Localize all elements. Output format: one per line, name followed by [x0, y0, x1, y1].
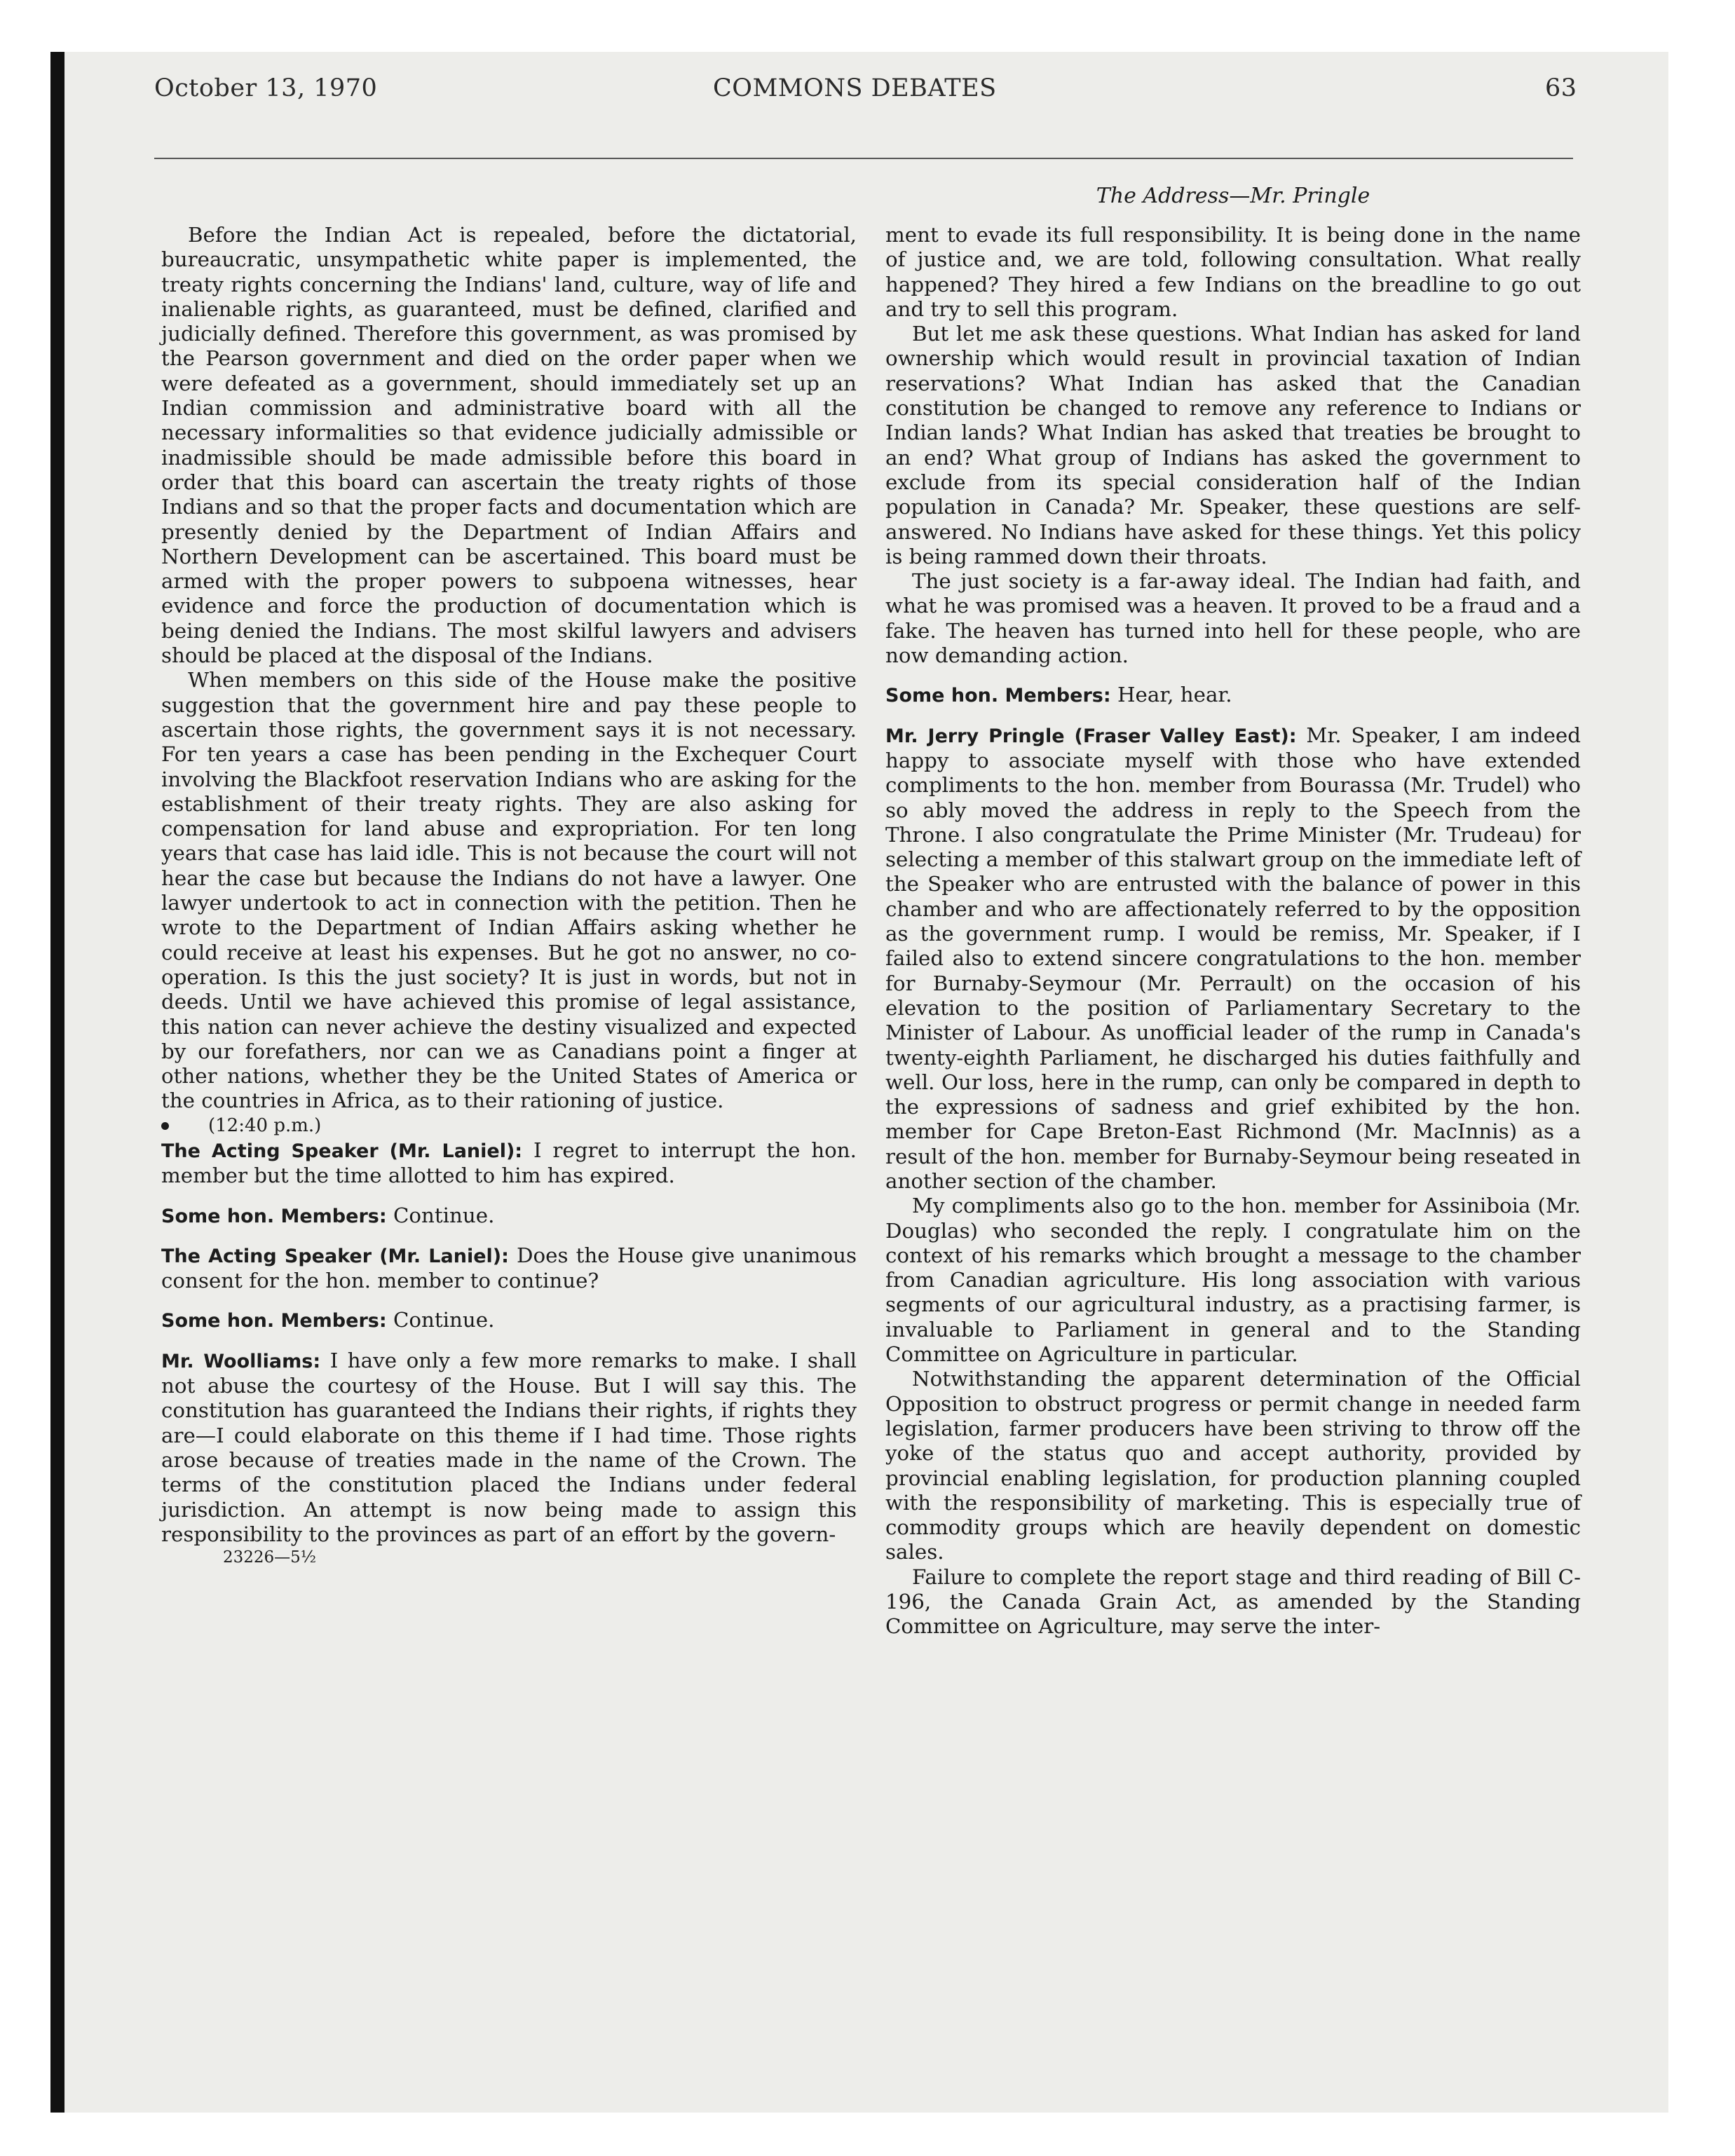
- speech-text: Continue.: [393, 1203, 495, 1227]
- speaker-name: The Acting Speaker (Mr. Laniel):: [161, 1245, 509, 1267]
- speech: [885, 683, 1581, 708]
- timestamp: [161, 1114, 857, 1138]
- paragraph: When members on this side of the House make the positive suggestion that the government hire and pay these people to ascertain those rights, the government says it is not necessary. For ten years a case has been pending in the Exchequer Court involving the Blackfoot reservation Indians who are asking for the establishment of their treaty rights. They are also asking for compensation for land abuse and expropriation. For ten long years that case has laid idle. This is not because the court will not hear the case but because the Indians do not have a lawyer. One lawyer undertook to act in connection with the petition. Then he wrote to the Department of Indian Affairs asking whether he could receive at least his expenses. But he got no answer, no co-operation. Is this the just society? It is just in words, but not in deeds. Until we have achieved this promise of legal assistance, this nation can never achieve the destiny visualized and expected by our forefathers, nor can we as Canadians point a finger at other nations, whether they be the United States of America or the countries in Africa, as to their rationing of justice.: [161, 668, 857, 1113]
- speech-text: Continue.: [393, 1308, 495, 1332]
- paragraph: Failure to complete the report stage and third reading of Bill C-196, the Canada Grain Act, as amended by the Standing Committee on Agriculture, may serve the inter-: [885, 1564, 1581, 1639]
- speaker-name: Mr. Jerry Pringle (Fraser Valley East):: [885, 725, 1297, 747]
- speech: [161, 1308, 857, 1333]
- speech-text: I regret to interrupt the hon. member but the time allotted to him has expired.: [161, 1138, 857, 1188]
- speaker-name: Some hon. Members:: [885, 685, 1111, 707]
- speaker-name: Mr. Woolliams:: [161, 1350, 321, 1372]
- speech-text: I have only a few more remarks to make. I shall not abuse the courtesy of the House. But I will say this. The constitution has guaranteed the Indians their rights, if rights they are—I could elaborate on this theme if I had time. Those rights arose because of treaties made in the name of the Crown. The terms of the constitution placed the Indians under federal jurisdiction. An attempt is now being made to assign this responsibility to the provinces as part of an effort by the govern-: [161, 1348, 857, 1546]
- paragraph: But let me ask these questions. What Indian has asked for land ownership which would result in provincial taxation of Indian reservations? What Indian has asked that the Canadian constitution be changed to remove any reference to Indians or Indian lands? What Indian has asked that treaties be brought to an end? What group of Indians has asked the government to exclude from its special consideration half of the Indian population in Canada? Mr. Speaker, these questions are self-answered. No Indians have asked for these things. Yet this policy is being rammed down their throats.: [885, 322, 1581, 568]
- paragraph: The just society is a far-away ideal. The Indian had faith, and what he was promised was a heaven. It proved to be a fraud and a fake. The heaven has turned into hell for these people, who are now demanding action.: [885, 569, 1581, 668]
- speaker-name: The Acting Speaker (Mr. Laniel):: [161, 1140, 523, 1162]
- speaker-name: Some hon. Members:: [161, 1310, 387, 1332]
- speech-text: Mr. Speaker, I am indeed happy to associate myself with those who have extended compliments to the hon. member from Bourassa (Mr. Trudel) who so ably moved the address in reply to the Speech from the Throne. I also congratulate the Prime Minister (Mr. Trudeau) for selecting a member of this stalwart group on the immediate left of the Speaker who are entrusted with the balance of power in this chamber and who are affectionately referred to by the opposition as the government rump. I would be remiss, Mr. Speaker, if I failed also to extend sincere congratulations to the hon. member for Burnaby-Seymour (Mr. Perrault) on the occasion of his elevation to the position of Parliamentary Secretary to the Minister of Labour. As unofficial leader of the rump in Canada's twenty-eighth Parliament, he discharged his duties faithfully and well. Our loss, here in the rump, can only be compared in depth to the expressions of sadness and grief exhibited by the hon. member for Cape Breton-East Richmond (Mr. MacInnis) as a result of the hon. member for Burnaby-Seymour being reseated in another section of the chamber.: [885, 723, 1581, 1193]
- left-column: [161, 223, 857, 1568]
- paragraph: ment to evade its full responsibility. It is being done in the name of justice and, we are told, following consultation. What really happened? They hired a few Indians on the breadline to go out and try to sell this program.: [885, 223, 1581, 321]
- speech-text: Hear, hear.: [1117, 683, 1232, 707]
- speech: [885, 723, 1581, 1194]
- right-column: [885, 184, 1581, 1639]
- bullet-icon: [161, 1122, 169, 1130]
- speech: [161, 1243, 857, 1294]
- speaker-name: Some hon. Members:: [161, 1205, 387, 1227]
- header-title: COMMONS DEBATES: [713, 74, 997, 102]
- header-rule: [154, 158, 1573, 159]
- header-page-number: 63: [1545, 74, 1577, 102]
- paragraph: My compliments also go to the hon. member for Assiniboia (Mr. Douglas) who seconded the reply. I congratulate him on the context of his remarks which brought a message to the chamber from Canadian agriculture. His long association with various segments of our agricultural industry, as a practising farmer, is invaluable to Parliament in general and to the Standing Committee on Agriculture in particular.: [885, 1194, 1581, 1367]
- speech: [161, 1349, 857, 1547]
- running-head: The Address—Mr. Pringle: [1096, 184, 1370, 208]
- header-date: October 13, 1970: [154, 74, 378, 102]
- speech-text: Does the House give unanimous consent for the hon. member to continue?: [161, 1243, 857, 1293]
- timestamp-text: (12:40 p.m.): [208, 1114, 322, 1136]
- speech: [161, 1203, 857, 1229]
- paragraph: Notwithstanding the apparent determination of the Official Opposition to obstruct progress or permit change in needed farm legislation, farmer producers have been striving to throw off the yoke of the status quo and accept authority, provided by provincial enabling legislation, for production planning coupled with the responsibility of marketing. This is especially true of commodity groups which are heavily dependent on domestic sales.: [885, 1367, 1581, 1564]
- speech: [161, 1138, 857, 1189]
- footnote-code: 23226—5½: [223, 1548, 317, 1567]
- paragraph: Before the Indian Act is repealed, before the dictatorial, bureaucratic, unsympathetic white paper is implemented, the treaty rights concerning the Indians' land, culture, way of life and inalienable rights, as guaranteed, must be defined, clarified and judicially defined. Therefore this government, as was promised by the Pearson government and died on the order paper when we were defeated as a government, should immediately set up an Indian commission and administrative board with all the necessary informalities so that evidence judicially admissible or inadmissible should be made admissible before this board in order that this board can ascertain the treaty rights of those Indians and so that the proper facts and documentation which are presently denied by the Department of Indian Affairs and Northern Development can be ascertained. This board must be armed with the proper powers to subpoena witnesses, hear evidence and force the production of documentation which is being denied the Indians. The most skilful lawyers and advisers should be placed at the disposal of the Indians.: [161, 223, 857, 668]
